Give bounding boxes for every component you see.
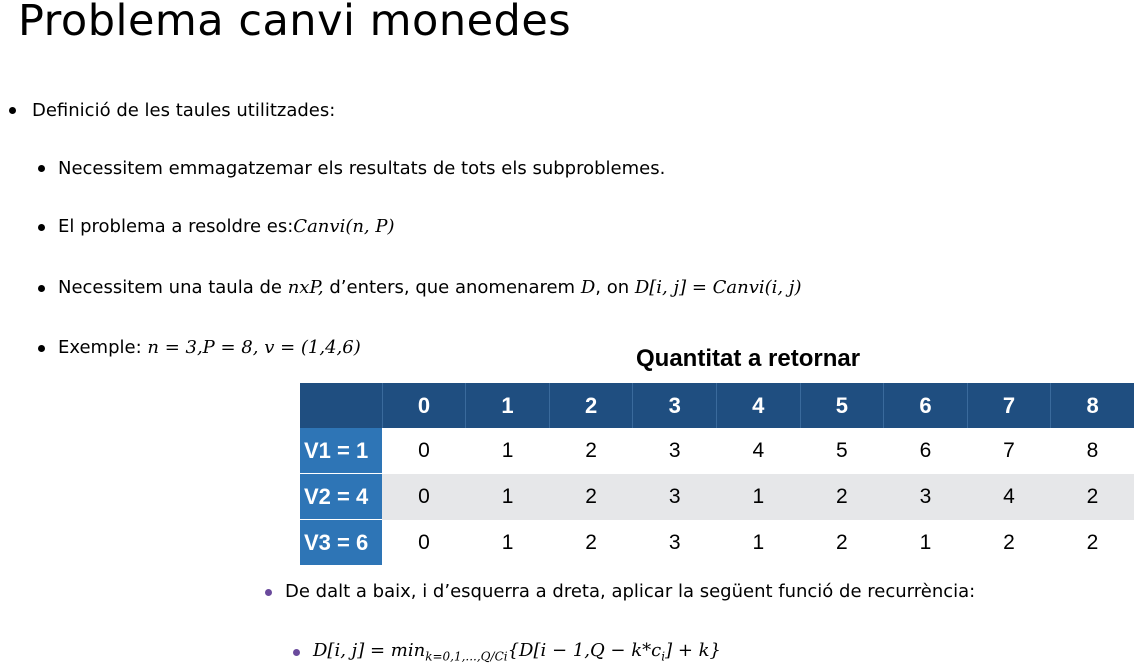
table-cell: 2 <box>967 520 1051 566</box>
bullet-dot <box>38 285 45 292</box>
bullet-exemple-text: Exemple: <box>58 337 148 358</box>
table-row <box>300 428 1134 474</box>
bullet-definicio: Definició de les taules utilitzades: <box>32 100 336 121</box>
table-cell: 1 <box>717 520 801 566</box>
col-header: 3 <box>633 383 717 428</box>
row-header: V3 = 6 <box>300 520 382 566</box>
bullet-dot <box>38 165 45 172</box>
table-cell: 6 <box>884 428 968 474</box>
table-cell: 2 <box>549 428 633 474</box>
table-row <box>300 474 1134 520</box>
bullet-problema <box>58 216 395 237</box>
table-cell: 2 <box>800 520 884 566</box>
bullet-taula-text-a: Necessitem una taula de <box>58 277 288 298</box>
table-cell: 3 <box>633 428 717 474</box>
col-header: 1 <box>466 383 550 428</box>
table-corner <box>300 383 382 428</box>
table-cell: 1 <box>466 520 550 566</box>
table-cell: 2 <box>1051 474 1134 520</box>
bullet-dot <box>293 649 300 656</box>
table-cell: 8 <box>1051 428 1134 474</box>
bullet-taula-text-b: d’enters, que anomenarem <box>323 277 581 298</box>
table-cell: 7 <box>967 428 1051 474</box>
formula-part: D[i, j] = min <box>313 640 426 661</box>
bullet-exemple <box>58 337 361 358</box>
bullet-necessitem-resultats: Necessitem emmagatzemar els resultats de tots els subproblemes. <box>58 158 666 179</box>
bullet-taula-text-c: , on <box>595 277 635 298</box>
table-cell: 2 <box>549 520 633 566</box>
row-header: V2 = 4 <box>300 474 382 520</box>
table-cell: 0 <box>382 428 466 474</box>
col-header: 4 <box>717 383 801 428</box>
table-caption: Quantitat a retornar <box>636 345 861 372</box>
col-header: 0 <box>382 383 466 428</box>
col-header: 5 <box>800 383 884 428</box>
table-cell: 2 <box>549 474 633 520</box>
col-header: 2 <box>549 383 633 428</box>
table-header-row <box>300 383 1134 428</box>
math-exemple: n = 3,P = 8, v = (1,4,6) <box>147 337 361 358</box>
table-cell: 1 <box>884 520 968 566</box>
row-header: V1 = 1 <box>300 428 382 474</box>
bullet-dot <box>38 224 45 231</box>
recurrence-formula <box>313 640 721 664</box>
table-cell: 0 <box>382 474 466 520</box>
formula-part: {D[i − 1,Q − k*c <box>507 640 662 661</box>
math-nxp: nxP, <box>287 277 324 298</box>
table-cell: 5 <box>800 428 884 474</box>
bullet-recurrencia: De dalt a baix, i d’esquerra a dreta, aplicar la següent funció de recurrència: <box>285 581 976 602</box>
table-cell: 3 <box>884 474 968 520</box>
slide-title: Problema canvi monedes <box>18 0 572 46</box>
table-cell: 2 <box>800 474 884 520</box>
math-canvi: Canvi(n, P) <box>293 216 395 237</box>
bullet-dot <box>9 107 16 114</box>
table-cell: 1 <box>717 474 801 520</box>
col-header: 6 <box>884 383 968 428</box>
col-header: 8 <box>1051 383 1134 428</box>
table-cell: 2 <box>1051 520 1134 566</box>
bullet-dot <box>265 589 272 596</box>
formula-part: ] + k} <box>665 640 721 661</box>
dp-table <box>300 383 1134 566</box>
table-cell: 0 <box>382 520 466 566</box>
table-row <box>300 520 1134 566</box>
math-d: D <box>580 277 596 298</box>
formula-subscript: i <box>661 649 666 664</box>
table-cell: 4 <box>717 428 801 474</box>
bullet-dot <box>38 345 45 352</box>
bullet-problema-text: El problema a resoldre es: <box>58 216 294 237</box>
table-cell: 3 <box>633 520 717 566</box>
table-cell: 4 <box>967 474 1051 520</box>
table-cell: 3 <box>633 474 717 520</box>
table-cell: 1 <box>466 428 550 474</box>
table-cell: 1 <box>466 474 550 520</box>
formula-subscript: k=0,1,...,Q/Ci <box>425 649 508 664</box>
bullet-taula <box>58 277 801 298</box>
math-dij: D[i, j] = Canvi(i, j) <box>634 277 802 298</box>
col-header: 7 <box>967 383 1051 428</box>
